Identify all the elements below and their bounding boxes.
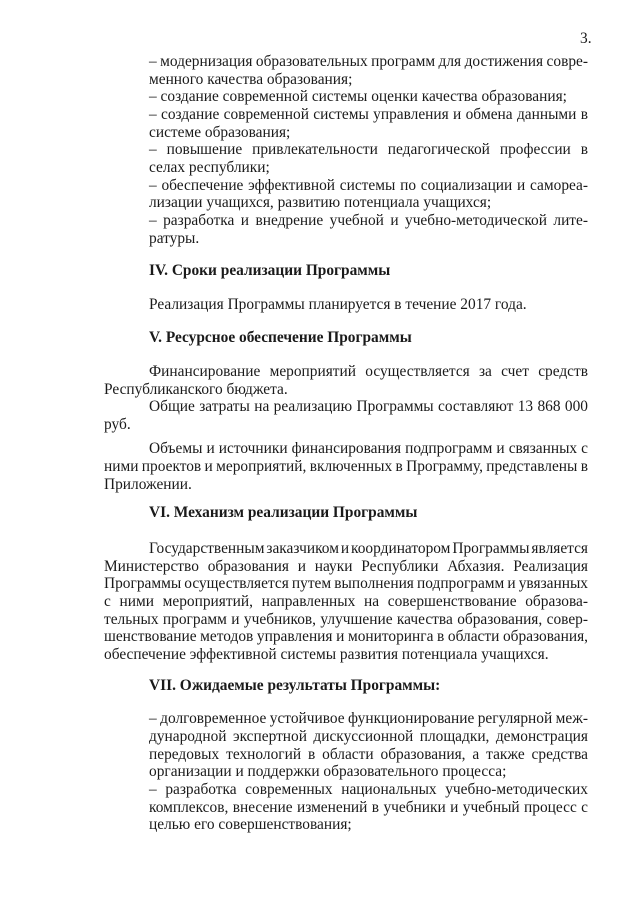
paragraph-line: тельных программ и учебников, улучшение качества образования, совер- — [104, 611, 588, 628]
section-heading: VII. Ожидаемые результаты Программы: — [149, 677, 441, 694]
list-line: – создание современной системы оценки качества образования; — [149, 88, 567, 105]
paragraph-line: Министерство образования и науки Республики Абхазия. Реализация — [104, 558, 588, 575]
paragraph-line: Общие затраты на реализацию Программы составляют 13 868 000 — [149, 398, 588, 415]
list-line: – долговременное устойчивое функционирование регулярной меж- — [149, 710, 588, 727]
list-line: организации и поддержки образовательного процесса; — [149, 763, 507, 780]
paragraph-line: руб. — [104, 416, 131, 433]
list-line: целью его совершенствования; — [149, 816, 352, 833]
paragraph-line: Приложении. — [104, 476, 192, 493]
list-line: лизации учащихся, развитию потенциала учащихся; — [149, 194, 492, 211]
section-heading: V. Ресурсное обеспечение Программы — [149, 329, 412, 346]
list-line: передовых технологий в области образования, а также средства — [149, 746, 588, 763]
list-line: ратуры. — [149, 230, 200, 247]
paragraph-line: Республиканского бюджета. — [104, 381, 288, 398]
paragraph-line: ними проектов и мероприятий, включенных в Программу, представлены в — [104, 458, 588, 475]
list-line: менного качества образования; — [149, 71, 353, 88]
paragraph-line: обеспечение эффективной системы развития потенциала учащихся. — [104, 646, 549, 663]
list-line: селах республики; — [149, 159, 270, 176]
list-line: – повышение привлекательности педагогической профессии в — [149, 141, 588, 158]
section-heading: IV. Сроки реализации Программы — [149, 262, 391, 279]
paragraph-line: шенствование методов управления и мониторинга в области образования, — [104, 628, 588, 645]
paragraph-line: Реализация Программы планируется в течение 2017 года. — [149, 296, 527, 313]
section-heading: VI. Механизм реализации Программы — [149, 504, 418, 521]
list-line: – модернизация образовательных программ для достижения совре- — [149, 53, 588, 70]
list-line: – разработка и внедрение учебной и учебно-методической лите- — [149, 212, 588, 229]
list-line: – обеспечение эффективной системы по социализации и самореа- — [149, 177, 588, 194]
paragraph-line: Государственным заказчиком и координатором Программы является — [149, 540, 588, 557]
list-line: – создание современной системы управления и обмена данными в — [149, 106, 588, 123]
paragraph-line: Программы осуществляется путем выполнения подпрограмм и увязанных — [104, 575, 588, 592]
paragraph-line: Объемы и источники финансирования подпрограмм и связанных с — [149, 440, 588, 457]
paragraph-line: с ними мероприятий, направленных на совершенствование образова- — [104, 593, 588, 610]
list-line: дународной экспертной дискуссионной площадки, демонстрация — [149, 728, 588, 745]
list-line: – разработка современных национальных учебно-методических — [149, 781, 588, 798]
list-line: комплексов, внесение изменений в учебники и учебный процесс с — [149, 799, 588, 816]
page-number: 3. — [580, 30, 592, 47]
list-line: системе образования; — [149, 124, 291, 141]
paragraph-line: Финансирование мероприятий осуществляется за счет средств — [149, 363, 588, 380]
